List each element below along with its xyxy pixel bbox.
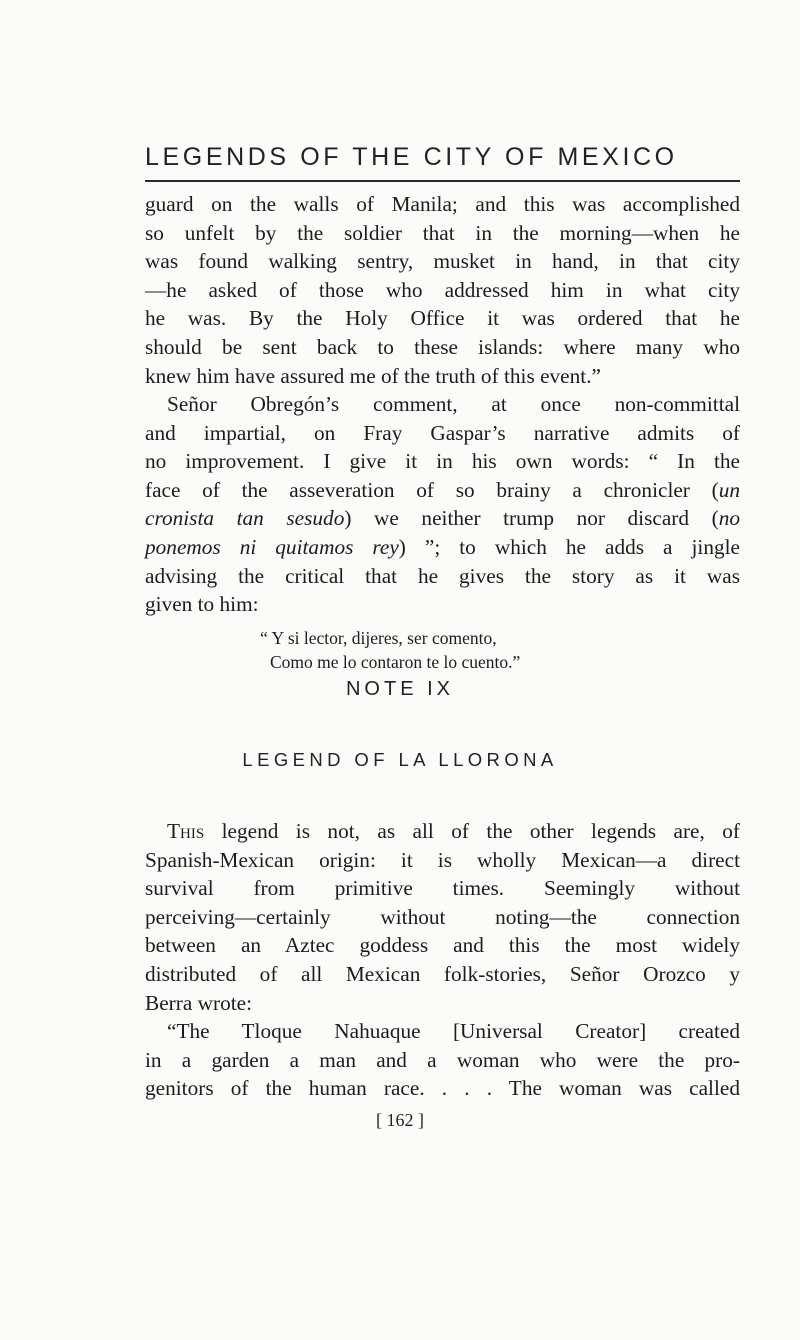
text-line: he was. By the Holy Office it was ordered that he (145, 306, 740, 331)
text-line: —he asked of those who addressed him in what city (145, 277, 740, 302)
text-line: “The Tloque Nahuaque [Universal Creator] created (167, 1019, 740, 1043)
text-line: and impartial, on Fray Gaspar’s narrative admits of (145, 420, 740, 445)
text-run: face of the asseveration of so brainy a chronicler ( (145, 477, 719, 502)
header-rule (145, 180, 740, 182)
text-line: distributed of all Mexican folk-stories, Señor Orozco y (145, 961, 740, 986)
italic-text: un (718, 477, 740, 502)
paragraph-3 (145, 817, 740, 1017)
text-line: Spanish-Mexican origin: it is wholly Mexican—a direct (145, 847, 740, 872)
verse-line: “ Y si lector, dijeres, ser comento, (260, 628, 497, 648)
text-line: Berra wrote: (145, 990, 253, 1015)
legend-heading: LEGEND OF LA LLORONA (242, 749, 558, 770)
paragraph-2 (145, 390, 740, 619)
text-line: perceiving—certainly without noting—the connection (145, 904, 740, 929)
italic-text: ponemos ni quitamos rey (145, 534, 399, 559)
italic-text: no (718, 506, 740, 531)
paragraph-1 (145, 190, 740, 390)
page-number: [ 162 ] (376, 1110, 424, 1130)
text-line: Señor Obregón’s comment, at once non-committal (167, 392, 740, 416)
text-line: knew him have assured me of the truth of this event.” (145, 363, 601, 388)
small-caps-word: This (167, 819, 205, 843)
text-line (145, 817, 740, 846)
text-line: genitors of the human race. . . . The woman was called (145, 1076, 740, 1101)
text-line: no improvement. I give it in his own words: “ In the (145, 449, 740, 474)
verse-quotation (260, 626, 740, 674)
text-line: in a garden a man and a woman who were the pro- (145, 1047, 740, 1072)
text-line: survival from primitive times. Seemingly without (145, 876, 740, 901)
text-line: so unfelt by the soldier that in the morning—when he (145, 220, 740, 245)
text-line (145, 533, 740, 562)
text-line: advising the critical that he gives the story as it was (145, 563, 740, 588)
text-line: guard on the walls of Manila; and this was accomplished (145, 192, 740, 216)
text-line (145, 504, 740, 533)
text-run: ) ”; to which he adds a jingle (398, 534, 740, 559)
running-head: LEGENDS OF THE CITY OF MEXICO (145, 143, 678, 171)
text-line: given to him: (145, 592, 259, 617)
verse-line: Como me lo contaron te lo cuento.” (270, 652, 521, 672)
italic-text: cronista tan sesudo (145, 506, 345, 531)
text-line: between an Aztec goddess and this the most widely (145, 933, 740, 958)
text-run: ) we neither trump nor discard ( (344, 506, 719, 531)
text-run: legend is not, as all of the other legends are, of (204, 819, 740, 843)
text-line: should be sent back to these islands: where many who (145, 334, 740, 359)
paragraph-4 (145, 1017, 740, 1103)
note-heading: NOTE IX (345, 678, 454, 700)
text-line (145, 476, 740, 505)
text-line: was found walking sentry, musket in hand, in that city (145, 249, 740, 274)
